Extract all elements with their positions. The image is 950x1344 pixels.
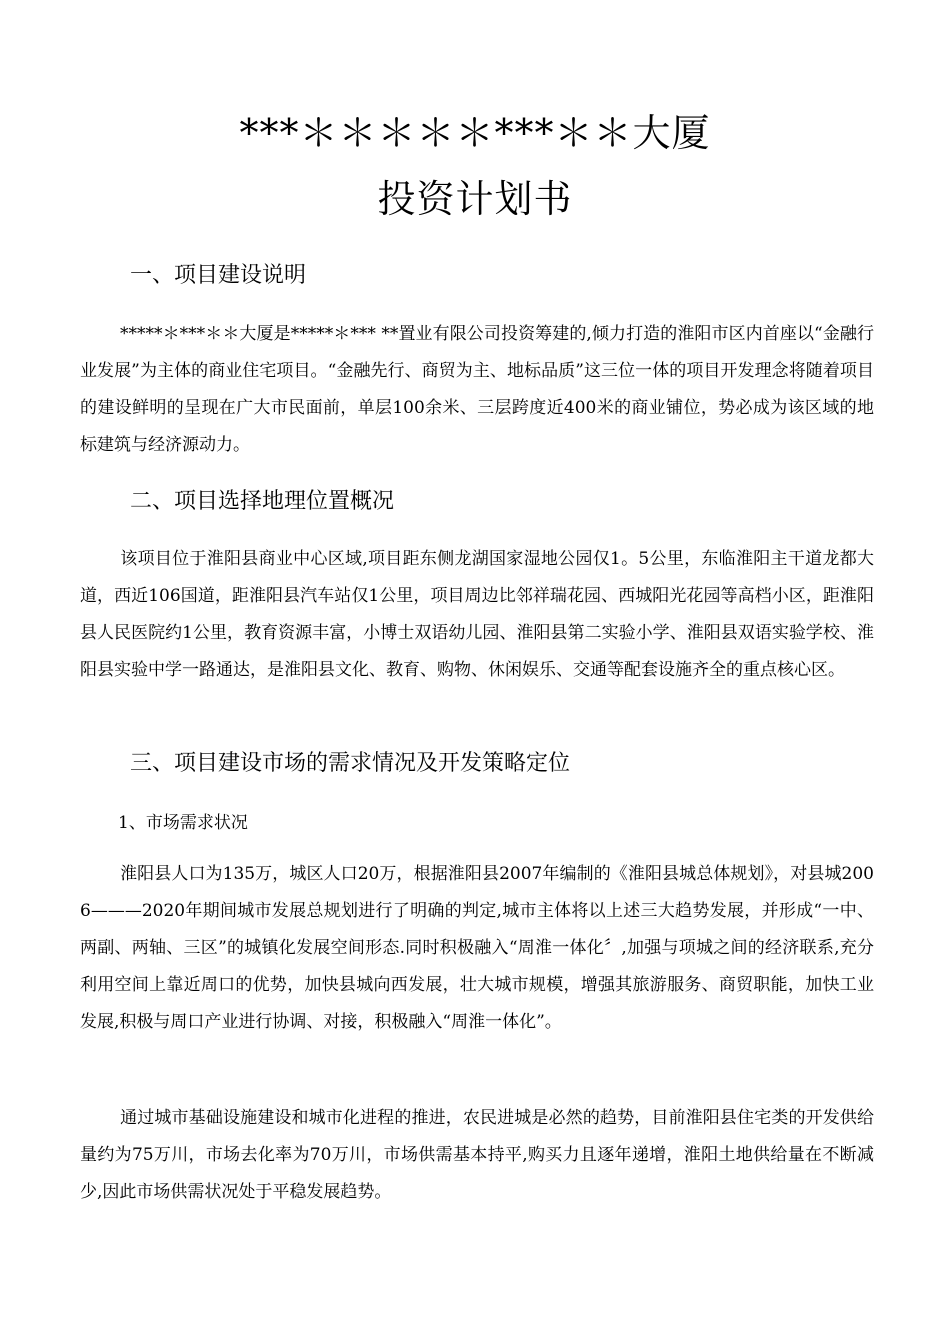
section-3-text-2: 通过城市基础设施建设和城市化进程的推进，农民进城是必然的趋势，目前淮阳县住宅类的开发供给量约为75万川，市场去化率为70万川，市场供需基本持平,购买力且逐年递增，淮阳土地供给量在不断减少,因此市场供需状况处于平稳发展趋势。 <box>80 1108 874 1202</box>
section-3-heading: 三、项目建设市场的需求情况及开发策略定位 <box>130 751 571 776</box>
section-3-subheading: 1、市场需求状况 <box>118 813 248 833</box>
section-1-text: *****＊***＊＊大厦是*****＊*** **置业有限公司投资筹建的,倾力打造的淮阳市区内首座以“金融行业发展”为主体的商业住宅项目。“金融先行、商贸为主、地标品质”这三位一体的项目开发理念将随着项目的建设鲜明的呈现在广大市民面前，单层100余米、三层跨度近400米的商业铺位，势必成为该区域的地标建筑与经济源动力。 <box>80 324 874 455</box>
document-subtitle: 投资计划书 <box>377 177 573 221</box>
document-title: ***＊＊＊＊＊***＊＊大厦 <box>239 111 711 155</box>
section-3-paragraph-2 <box>80 1100 874 1211</box>
section-2-paragraph <box>80 541 874 689</box>
section-2-heading: 二、项目选择地理位置概况 <box>130 489 395 514</box>
section-1-paragraph <box>80 316 874 464</box>
section-2-text: 该项目位于淮阳县商业中心区域,项目距东侧龙湖国家湿地公园仅1。5公里，东临淮阳主干道龙都大道，西近106国道，距淮阳县汽车站仅1公里，项目周边比邻祥瑞花园、西城阳光花园等高档小区，距淮阳县人民医院约1公里，教育资源丰富，小博士双语幼儿园、淮阳县第二实验小学、淮阳县双语实验学校、淮阳县实验中学一路通达，是淮阳县文化、教育、购物、休闲娱乐、交通等配套设施齐全的重点核心区。 <box>80 549 874 680</box>
section-3-paragraph-1 <box>80 856 874 1041</box>
section-3-text-1: 淮阳县人口为135万，城区人口20万，根据淮阳县2007年编制的《淮阳县城总体规划》，对县城2006———2020年期间城市发展总规划进行了明确的判定,城市主体将以上述三大趋势发展，并形成“一中、两副、两轴、三区”的城镇化发展空间形态.同时积极融入“周淮一体化〞,加强与项城之间的经济联系,充分利用空间上靠近周口的优势，加快县城向西发展，壮大城市规模，增强其旅游服务、商贸职能，加快工业发展,积极与周口产业进行协调、对接，积极融入“周淮一体化”。 <box>80 864 874 1032</box>
section-1-heading: 一、项目建设说明 <box>130 263 307 288</box>
